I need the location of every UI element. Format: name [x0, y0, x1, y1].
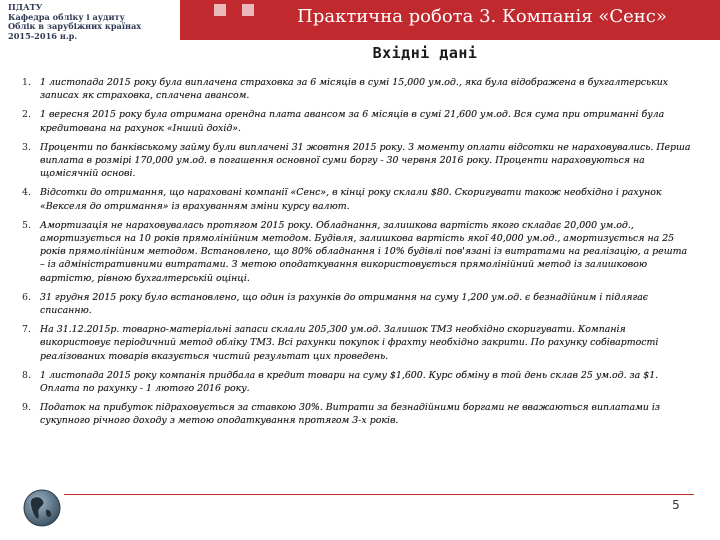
task-list [22, 76, 694, 434]
decor-square [228, 18, 240, 30]
decor-square [214, 4, 226, 16]
item-number: 3. [22, 141, 31, 153]
page-number: 5 [672, 498, 680, 512]
item-text: Проценти по банківському займу були виплачені 31 жовтня 2015 року. З моменту оплати відсотки не нараховувались. Перша виплата в розмірі 170,000 ум.од. в погашення основної суми боргу - 30 червня 2016 року. Проценти нараховуються на щомісячній основі. [40, 141, 691, 180]
decor-square [242, 4, 254, 16]
list-item [22, 401, 694, 427]
item-text: На 31.12.2015р. товарно-матеріальні запаси склали 205,300 ум.од. Залишок ТМЗ необхідно скоригувати. Компанія використовує періодичний метод обліку ТМЗ. Всі рахунки покупок і фрахту необхідно закрити. По рахунку собівартості реалізованих товарів вказується чистий результат цих проведень. [40, 324, 659, 362]
list-item [22, 219, 694, 285]
item-number: 8. [22, 369, 31, 381]
page-title: Практична робота 3. Компанія «Сенс» [297, 6, 667, 27]
item-number: 5. [22, 219, 31, 231]
logo-line: ПДАТУ [8, 2, 43, 12]
globe-icon [22, 488, 62, 528]
item-text: 1 листопада 2015 року була виплачена страховка за 6 місяців в сумі 15,000 ум.од., яка була відображена в бухгалтерських записах як страховка, сплачена авансом. [40, 77, 669, 102]
list-item [22, 369, 694, 395]
footer-divider [64, 494, 694, 495]
item-text: Податок на прибуток підраховується за ставкою 30%. Витрати за безнадійними боргами не вважаються виплатами із сукупного річного доходу з метою оподаткування протягом 3-х років. [40, 402, 660, 427]
item-number: 6. [22, 291, 31, 303]
item-text: 31 грудня 2015 року було встановлено, що один із рахунків до отримання на суму 1,200 ум.од. є безнадійним і підлягає списанню. [40, 291, 649, 317]
item-text: 1 листопада 2015 року компанія придбала в кредит товари на суму $1,600. Курс обміну в той день склав 25 ум.од. за $1. Оплата по рахунку - 1 лютого 2016 року. [40, 369, 659, 395]
section-subtitle: Вхідні дані [372, 44, 478, 62]
item-number: 9. [22, 402, 31, 414]
logo-line: 2015-2016 н.р. [8, 30, 78, 41]
list-item [22, 141, 694, 181]
logo-line: Облік в зарубіжних країнах [8, 21, 142, 32]
item-text: Амортизація не нараховувалась протягом 2015 року. Обладнання, залишкова вартість якого складає 20,000 ум.од., амортизується на 10 років прямолінійним методом. Будівля, залишкова вартість якої 40,000 ум.од., амортизується на 25 років прямолінійним методом. Встановлено, що 80% обладнання і 10% будівлі пов'язані із витратами на реалізацію, а решта – із адміністративними витратами. З метою оподаткування використовується прямолінійний метод із залишковою вартістю, рівною бухгалтерській оцінці. [40, 219, 688, 284]
decor-square [186, 4, 198, 16]
item-number: 2. [22, 109, 31, 121]
item-text: Відсотки до отримання, що нараховані компанії «Сенс», в кінці року склали $80. Скоригувати також необхідно і рахунок «Векселя до отримання» із врахуванням зміни курсу валют. [40, 187, 662, 212]
list-item [22, 291, 694, 317]
item-number: 4. [22, 187, 31, 199]
list-item [22, 76, 694, 102]
item-text: 1 вересня 2015 року була отримана орендна плата авансом за 6 місяців в сумі 21,600 ум.од. Вся сума при отриманні була кредитована на рахунок «Інший дохід». [40, 109, 665, 134]
decor-square [200, 18, 212, 30]
logo-line: Кафедра обліку і аудиту [8, 11, 125, 22]
list-item [22, 323, 694, 363]
logo-block [0, 0, 180, 64]
item-number: 1. [22, 77, 31, 88]
list-item [22, 186, 694, 212]
list-item [22, 108, 694, 134]
item-number: 7. [22, 324, 31, 336]
department-logo-text [8, 3, 168, 41]
